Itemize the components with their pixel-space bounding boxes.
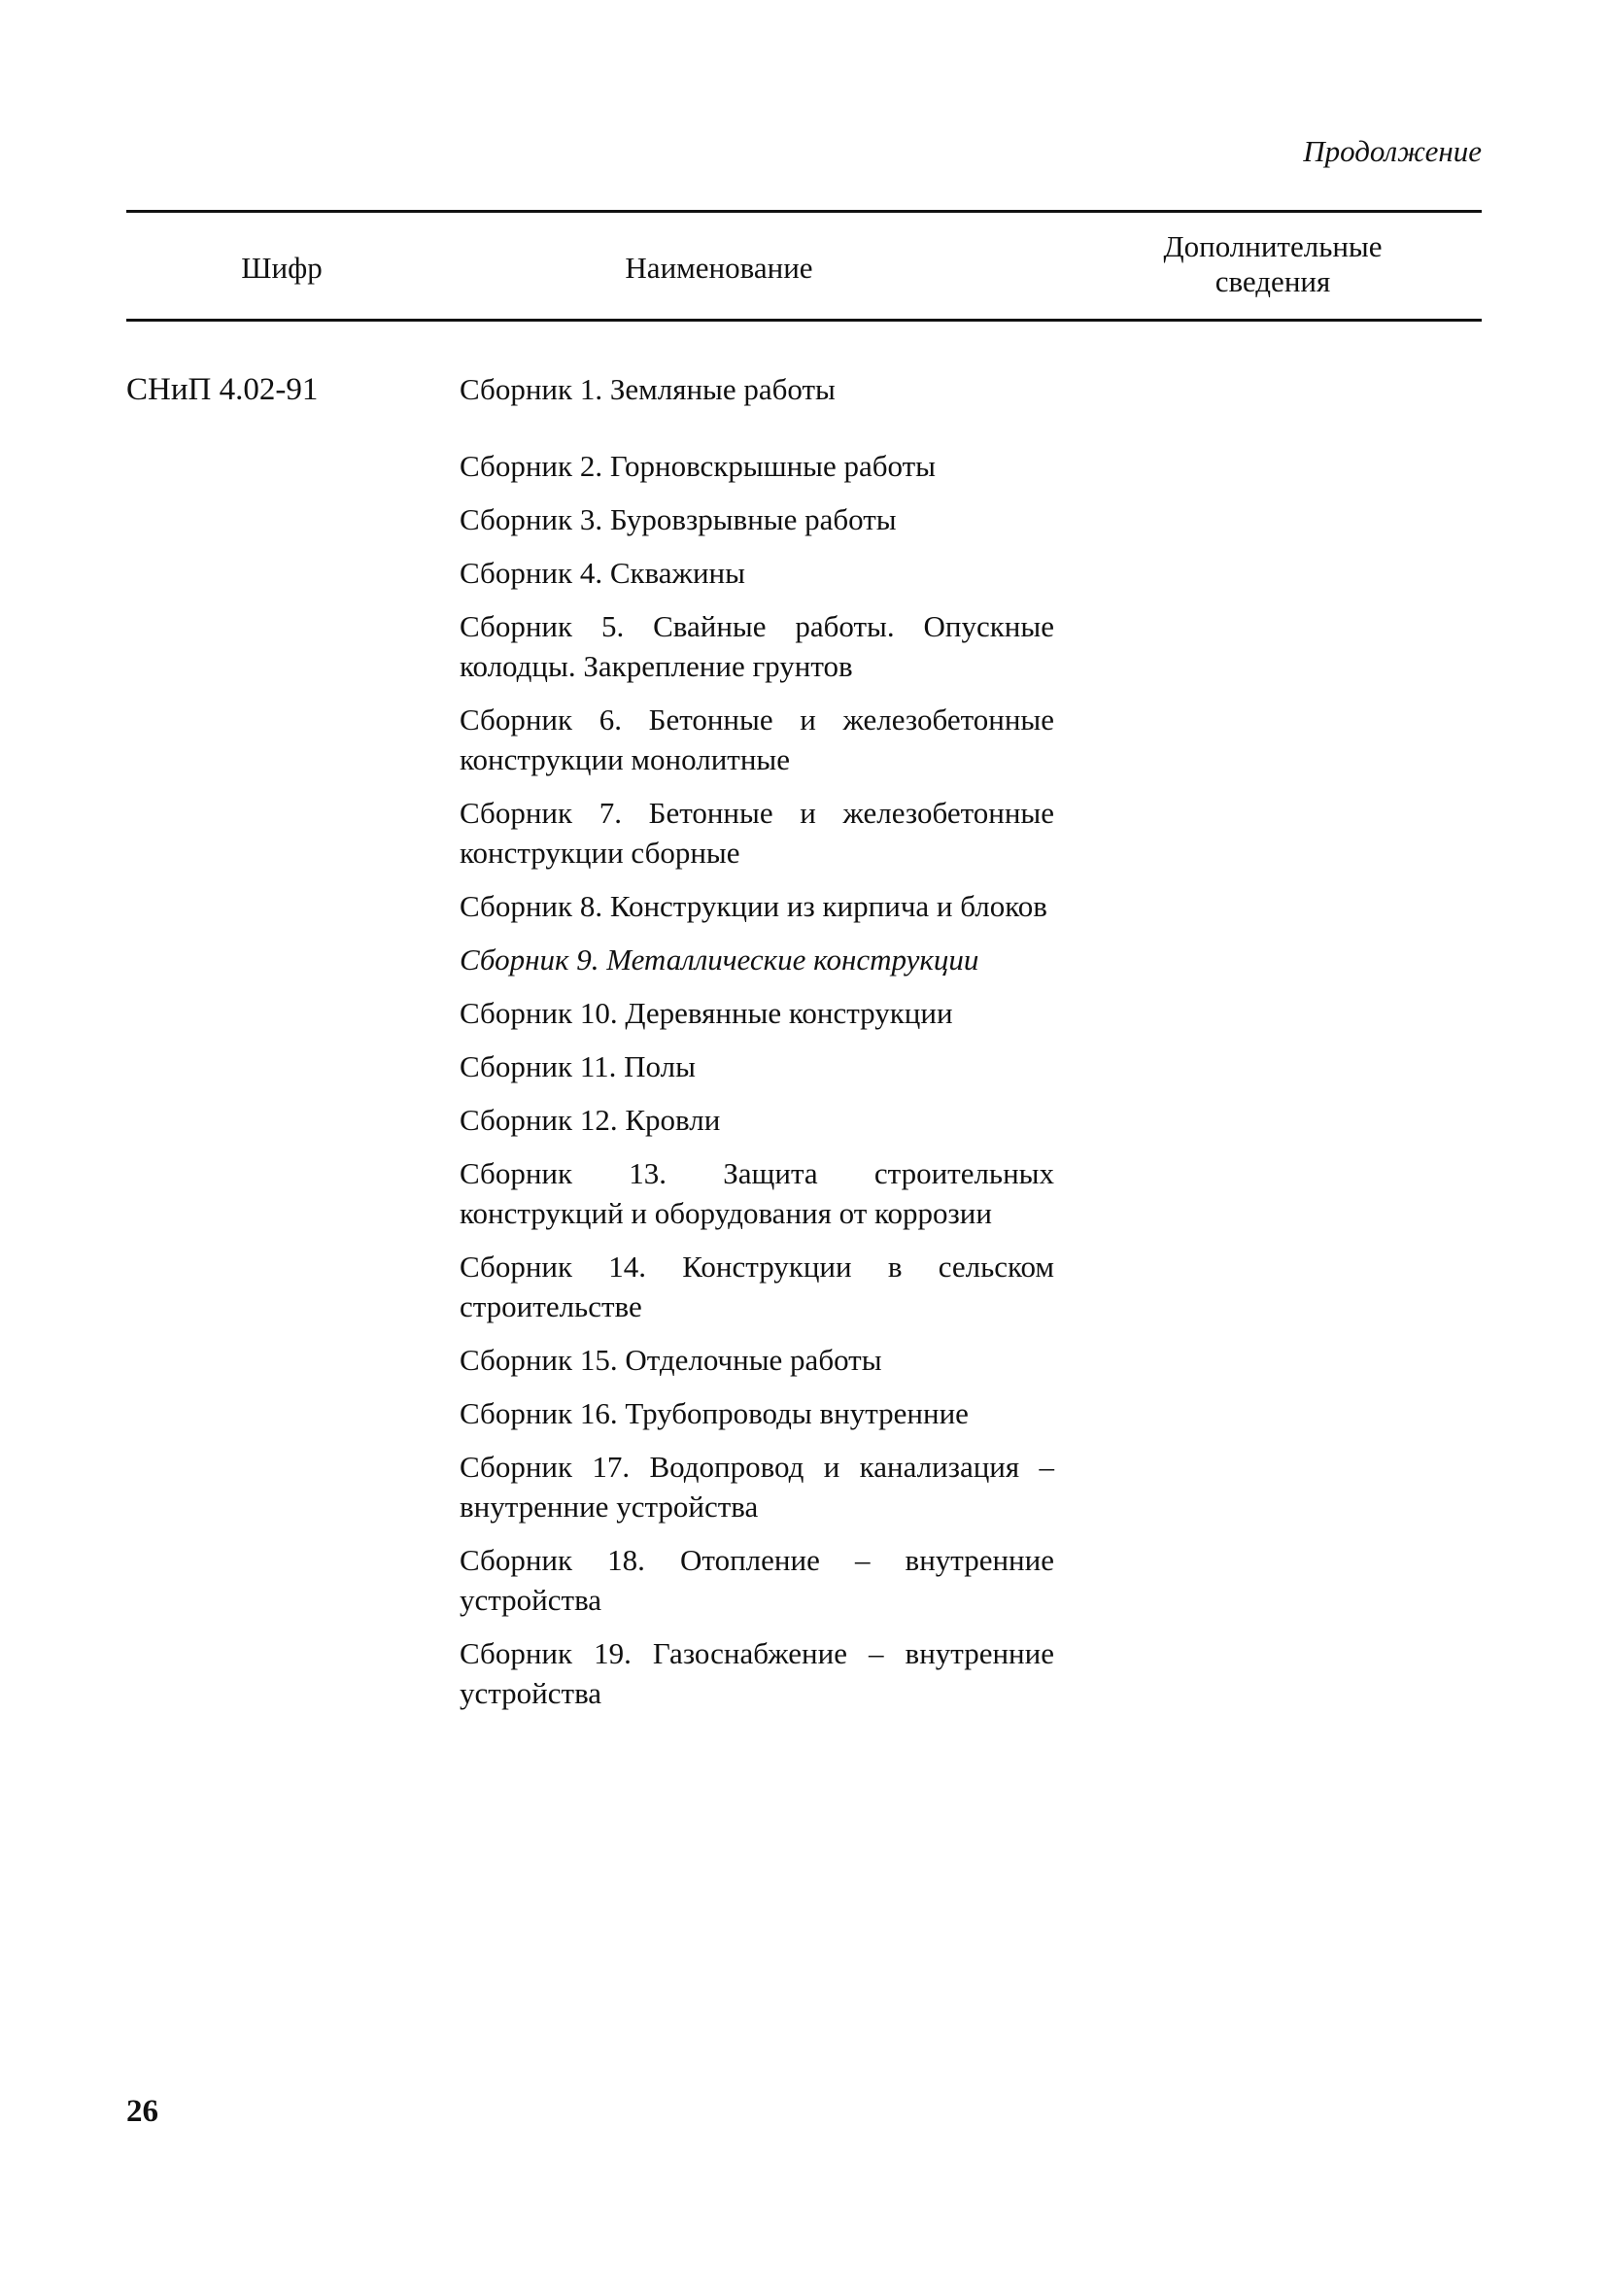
list-item: Сборник 12. Кровли [460,1103,721,1137]
list-item: Сборник 5. Свайные работы. Опускные колодцы. Закрепление грунтов [460,609,1054,683]
list-item: Сборник 1. Земляные работы [460,372,836,406]
list-item: Сборник 6. Бетонные и железобетонные конструкции монолитные [460,703,1054,776]
entries-list [460,369,1054,1727]
list-item: Сборник 15. Отделочные работы [460,1343,882,1377]
list-item: Сборник 3. Буровзрывные работы [460,502,897,536]
column-header-extra: Дополнительные сведения [1163,229,1383,298]
list-item: Сборник 10. Деревянные конструкции [460,996,953,1030]
list-item: Сборник 13. Защита строительных конструкций и оборудования от коррозии [460,1156,1054,1230]
list-item: Сборник 17. Водопровод и канализация – внутренние устройства [460,1450,1054,1524]
list-item: Сборник 19. Газоснабжение – внутренние устройства [460,1636,1054,1710]
list-item: Сборник 8. Конструкции из кирпича и блоков [460,889,1047,923]
list-item: Сборник 14. Конструкции в сельском строительстве [460,1250,1054,1323]
list-item: Сборник 11. Полы [460,1049,696,1083]
list-item: Сборник 7. Бетонные и железобетонные конструкции сборные [460,796,1054,870]
code-cell: СНиП 4.02-91 [126,372,319,407]
column-header-name: Наименование [625,251,813,285]
list-item: Сборник 4. Скважины [460,556,745,590]
page-number: 26 [126,2094,158,2129]
list-item: Сборник 2. Горновскрышные работы [460,449,937,483]
continuation-label: Продолжение [1303,134,1482,168]
column-header-code: Шифр [241,251,323,285]
list-item: Сборник 18. Отопление – внутренние устройства [460,1543,1054,1617]
table-top-rule [126,210,1482,213]
table-header-rule [126,319,1482,322]
list-item: Сборник 16. Трубопроводы внутренние [460,1396,969,1430]
list-item: Сборник 9. Металлические конструкции [460,942,979,977]
